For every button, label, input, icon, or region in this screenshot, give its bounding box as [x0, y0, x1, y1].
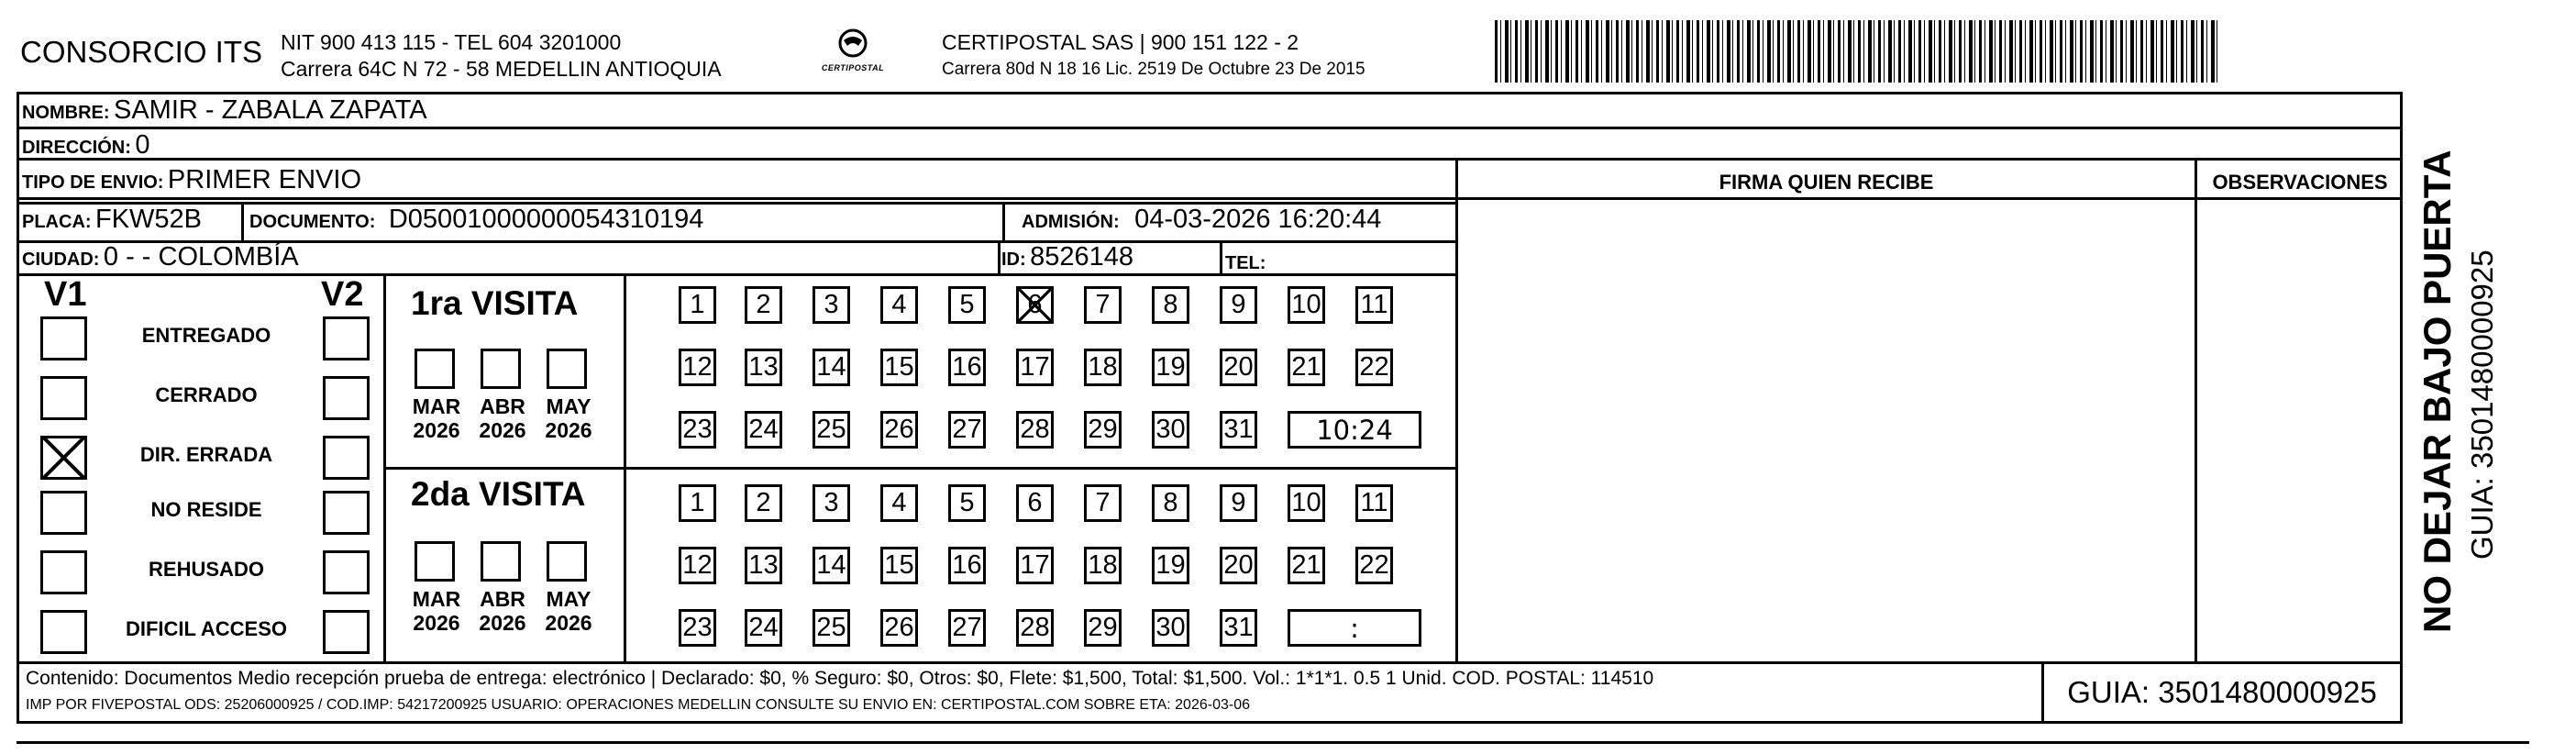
visit1-day-cell[interactable]: 20	[1220, 349, 1257, 386]
v1-checkbox[interactable]	[40, 316, 87, 360]
guia-box	[2041, 661, 2403, 724]
id-row	[1001, 242, 1133, 272]
visit2-day-cell[interactable]: 22	[1355, 547, 1393, 584]
v2-checkbox[interactable]	[323, 491, 370, 535]
v1-checkbox[interactable]	[40, 610, 87, 654]
visit2-day-cell[interactable]: 27	[948, 609, 986, 647]
tipo-row	[22, 165, 361, 195]
visit1-month-year: 2026	[479, 418, 526, 442]
v1-checkbox[interactable]	[40, 436, 87, 480]
tel-row	[1225, 246, 1266, 276]
tipo-label: TIPO DE ENVIO:	[22, 172, 164, 193]
visit2-day-cell[interactable]: 21	[1288, 547, 1325, 584]
visit2-day-cell[interactable]: 18	[1084, 547, 1122, 584]
visit1-month-name: MAY	[546, 394, 591, 418]
visit1-day-cell[interactable]: 12	[679, 349, 716, 386]
visit2-day-cell[interactable]: 13	[745, 547, 782, 584]
ciudad-row	[22, 242, 299, 272]
visit1-day-cell[interactable]: 30	[1152, 411, 1189, 449]
visit1-day-cell[interactable]: 10	[1288, 286, 1325, 324]
visit2-day-cell[interactable]: 20	[1220, 547, 1257, 584]
visit2-day-cell[interactable]: 11	[1355, 484, 1393, 522]
visit2-month-year: 2026	[479, 611, 526, 635]
v2-label: V2	[321, 275, 364, 314]
documento-label: DOCUMENTO:	[249, 212, 376, 232]
visit2-day-cell[interactable]: 31	[1220, 609, 1257, 647]
v2-checkbox[interactable]	[323, 316, 370, 360]
nombre-label: NOMBRE:	[22, 103, 110, 123]
visit1-month-name: MAR	[412, 394, 461, 418]
documento-row	[249, 205, 703, 235]
id-value: 8526148	[1030, 242, 1134, 272]
direccion-value: 0	[135, 130, 150, 160]
visit1-day-cell[interactable]: 1	[679, 286, 716, 324]
nombre-row	[22, 95, 427, 126]
side-guia: GUIA: 3501480000925	[2465, 249, 2499, 560]
visit1-month-checkbox[interactable]	[547, 349, 587, 389]
visit1-day-cell[interactable]: 16	[948, 349, 986, 386]
footer-line1: Contenido: Documentos Medio recepción prueba de entrega: electrónico | Declarado: $0, % Seguro: $0, Otros: $0, Flete: $1,500, Total: $1,500. Vol.: 1*1*1. 0.5 1 Unid. COD. POSTAL: 114510	[26, 668, 1654, 689]
visit1-day-cell[interactable]: 29	[1084, 411, 1122, 449]
visit1-time-box[interactable]: 10:24	[1288, 411, 1421, 449]
visit1-day-cell[interactable]: 21	[1288, 349, 1325, 386]
direccion-label: DIRECCIÓN:	[22, 138, 131, 158]
v2-checkbox[interactable]	[323, 376, 370, 420]
courier-address: Carrera 80d N 18 16 Lic. 2519 De Octubre 23 De 2015	[942, 60, 1365, 79]
visit2-day-cell[interactable]: 7	[1084, 484, 1122, 522]
status-option-label: ENTREGADO	[141, 324, 271, 347]
visit2-day-cell[interactable]: 16	[948, 547, 986, 584]
visit1-day-cell[interactable]: 7	[1084, 286, 1122, 324]
visit1-day-cell[interactable]: 2	[745, 286, 782, 324]
visit1-day-cell[interactable]: 11	[1355, 286, 1393, 324]
visit1-day-cell[interactable]: 26	[880, 411, 918, 449]
visit1-day-cell[interactable]: 19	[1152, 349, 1189, 386]
visit1-day-cell[interactable]: 15	[880, 349, 918, 386]
visit1-day-cell[interactable]: 27	[948, 411, 986, 449]
visit1-day-cell[interactable]: 31	[1220, 411, 1257, 449]
ciudad-value: 0 - - COLOMBÍA	[103, 242, 299, 272]
visit2-month-year: 2026	[413, 611, 460, 635]
v1-checkbox[interactable]	[40, 376, 87, 420]
visit2-month-name: MAY	[546, 587, 591, 611]
visit1-day-cell[interactable]: 22	[1355, 349, 1393, 386]
v1-label: V1	[44, 275, 87, 314]
company-name: CONSORCIO ITS	[20, 35, 263, 69]
address-line: Carrera 64C N 72 - 58 MEDELLIN ANTIOQUIA	[281, 57, 722, 81]
barcode	[1495, 20, 2219, 83]
visit2-day-cell[interactable]: 5	[948, 484, 986, 522]
visit2-day-cell[interactable]: 30	[1152, 609, 1189, 647]
logo-text: CERTIPOSTAL	[821, 63, 885, 72]
visit1-day-cell[interactable]: 8	[1152, 286, 1189, 324]
guia-text: GUIA: 3501480000925	[2067, 675, 2377, 709]
placa-value: FKW52B	[95, 205, 203, 234]
id-label: ID:	[1001, 249, 1026, 270]
observaciones-label: OBSERVACIONES	[2212, 171, 2388, 194]
admision-label: ADMISIÓN:	[1022, 212, 1120, 232]
status-option-label: CERRADO	[155, 383, 258, 406]
visit2-time-box[interactable]: :	[1288, 609, 1421, 647]
visit2-day-cell[interactable]: 4	[880, 484, 918, 522]
visit1-day-cell[interactable]: 25	[813, 411, 850, 449]
visit2-day-cell[interactable]: 10	[1288, 484, 1325, 522]
visit2-day-cell[interactable]: 29	[1084, 609, 1122, 647]
visit2-day-cell[interactable]: 15	[880, 547, 918, 584]
visit2-day-cell[interactable]: 6	[1016, 484, 1054, 522]
visit1-month-year: 2026	[413, 418, 460, 442]
v2-checkbox[interactable]	[323, 550, 370, 594]
visit1-month-checkbox[interactable]	[415, 349, 455, 389]
visit1-day-cell[interactable]: 6	[1016, 286, 1054, 324]
visit2-day-cell[interactable]: 3	[813, 484, 850, 522]
visit2-day-cell[interactable]: 8	[1152, 484, 1189, 522]
v1-checkbox[interactable]	[40, 491, 87, 535]
visit1-day-cell[interactable]: 28	[1016, 411, 1054, 449]
v2-checkbox[interactable]	[323, 610, 370, 654]
visit2-day-cell[interactable]: 19	[1152, 547, 1189, 584]
nombre-value: SAMIR - ZABALA ZAPATA	[114, 95, 427, 125]
visit2-month-year: 2026	[545, 611, 592, 635]
visit2-day-cell[interactable]: 23	[679, 609, 716, 647]
side-warning: NO DEJAR BAJO PUERTA	[2416, 150, 2459, 633]
v2-checkbox[interactable]	[323, 436, 370, 480]
footer-line2: IMP POR FIVEPOSTAL ODS: 25206000925 / COD.IMP: 54217200925 USUARIO: OPERACIONES MEDELLIN CONSULTE SU ENVIO EN: CERTIPOSTAL.COM SOBRE ETA: 2026-03-06	[26, 697, 1250, 713]
visit2-day-cell[interactable]: 14	[813, 547, 850, 584]
visit2-day-cell[interactable]: 12	[679, 547, 716, 584]
visit1-day-cell[interactable]: 14	[813, 349, 850, 386]
tel-label: TEL:	[1225, 253, 1266, 273]
visit2-month-checkbox[interactable]	[481, 541, 521, 582]
visit1-day-cell[interactable]: 13	[745, 349, 782, 386]
visit2-day-cell[interactable]: 26	[880, 609, 918, 647]
visit1-month-name: ABR	[480, 394, 525, 418]
nit-line: NIT 900 413 115 - TEL 604 3201000	[281, 30, 622, 54]
visit1-day-cell[interactable]: 5	[948, 286, 986, 324]
visit2-month-name: ABR	[480, 587, 525, 611]
documento-value: D05001000000054310194	[388, 205, 704, 234]
visit2-day-cell[interactable]: 2	[745, 484, 782, 522]
placa-label: PLACA:	[22, 212, 92, 232]
visit2-day-cell[interactable]: 24	[745, 609, 782, 647]
status-option-label: DIFICIL ACCESO	[125, 617, 287, 640]
visit2-month-name: MAR	[412, 587, 461, 611]
visit1-month-checkbox[interactable]	[481, 349, 521, 389]
visit1-day-cell[interactable]: 3	[813, 286, 850, 324]
visit2-month-checkbox[interactable]	[547, 541, 587, 582]
visit1-day-cell[interactable]: 23	[679, 411, 716, 449]
firma-label: FIRMA QUIEN RECIBE	[1719, 171, 1934, 194]
status-option-label: NO RESIDE	[150, 498, 262, 521]
visit2-day-cell[interactable]: 28	[1016, 609, 1054, 647]
v1-checkbox[interactable]	[40, 550, 87, 594]
certipostal-logo	[807, 28, 899, 79]
visit1-day-cell[interactable]: 17	[1016, 349, 1054, 386]
courier-line: CERTIPOSTAL SAS | 900 151 122 - 2	[942, 30, 1299, 54]
admision-value: 04-03-2026 16:20:44	[1134, 205, 1382, 234]
visit1-title: 1ra VISITA	[411, 284, 579, 322]
status-option-label: DIR. ERRADA	[139, 443, 273, 466]
visit2-month-checkbox[interactable]	[415, 541, 455, 582]
visit1-day-cell[interactable]: 9	[1220, 286, 1257, 324]
visit2-day-cell[interactable]: 1	[679, 484, 716, 522]
visit1-month-year: 2026	[545, 418, 592, 442]
visit2-title: 2da VISITA	[411, 475, 586, 513]
visit2-day-cell[interactable]: 9	[1220, 484, 1257, 522]
visit1-day-cell[interactable]: 24	[745, 411, 782, 449]
visit1-day-cell[interactable]: 4	[880, 286, 918, 324]
visit2-day-cell[interactable]: 17	[1016, 547, 1054, 584]
ciudad-label: CIUDAD:	[22, 249, 100, 270]
visit1-day-cell[interactable]: 18	[1084, 349, 1122, 386]
status-option-label: REHUSADO	[149, 558, 264, 581]
tipo-value: PRIMER ENVIO	[167, 165, 362, 194]
admision-row	[1022, 205, 1381, 235]
placa-row	[22, 205, 202, 235]
direccion-row	[22, 130, 149, 161]
visit2-day-cell[interactable]: 25	[813, 609, 850, 647]
logo-emblem-icon	[833, 28, 873, 59]
